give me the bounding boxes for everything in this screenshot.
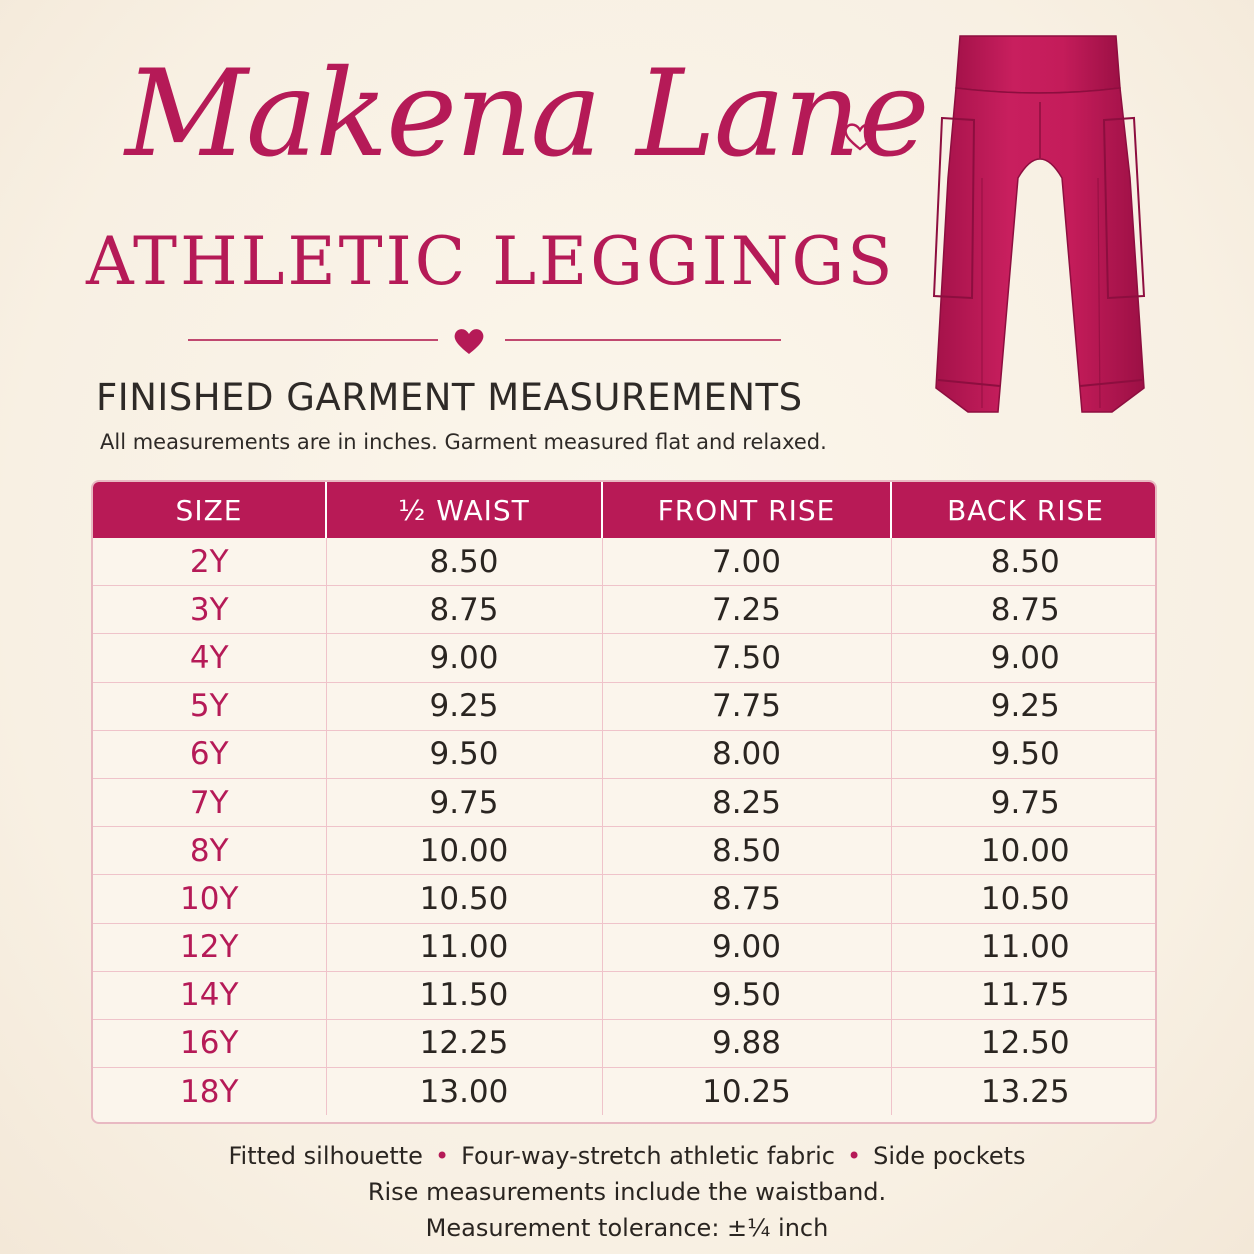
table-row (93, 586, 1157, 634)
table-row (93, 538, 1157, 586)
divider-line-left (188, 339, 438, 341)
feature-fitted-silhouette: Fitted silhouette (228, 1142, 423, 1170)
back-rise-cell: 8.75 (891, 586, 1157, 634)
front-rise-cell: 7.50 (602, 634, 891, 682)
table-row (93, 1019, 1157, 1067)
heart-outline-icon (842, 122, 878, 152)
back-rise-cell: 13.25 (891, 1068, 1157, 1116)
feature-side-pockets: Side pockets (873, 1142, 1026, 1170)
waist-cell: 13.00 (326, 1068, 602, 1116)
front-rise-cell: 9.88 (602, 1019, 891, 1067)
heart-icon (452, 326, 486, 356)
front-rise-cell: 8.75 (602, 875, 891, 923)
column-header-size: SIZE (93, 482, 326, 538)
feature-stretch-fabric: Four-way-stretch athletic fabric (461, 1142, 835, 1170)
front-rise-cell: 8.25 (602, 778, 891, 826)
table-row (93, 1068, 1157, 1116)
back-rise-cell: 9.50 (891, 730, 1157, 778)
waist-cell: 8.75 (326, 586, 602, 634)
table-row (93, 634, 1157, 682)
feature-list (0, 1139, 1254, 1173)
table-row (93, 971, 1157, 1019)
divider-line-right (505, 339, 781, 341)
size-cell: 12Y (93, 923, 326, 971)
waist-cell: 11.50 (326, 971, 602, 1019)
tolerance-note: Measurement tolerance: ±¼ inch (425, 1214, 829, 1242)
waist-cell: 10.00 (326, 827, 602, 875)
measurements-table (91, 480, 1157, 1124)
size-cell: 14Y (93, 971, 326, 1019)
waist-cell: 8.50 (326, 538, 602, 586)
size-cell: 4Y (93, 634, 326, 682)
product-title: ATHLETIC LEGGINGS (86, 223, 896, 300)
back-rise-cell: 9.00 (891, 634, 1157, 682)
back-rise-cell: 11.00 (891, 923, 1157, 971)
table-row (93, 778, 1157, 826)
back-rise-cell: 9.25 (891, 682, 1157, 730)
size-cell: 10Y (93, 875, 326, 923)
back-rise-cell: 10.00 (891, 827, 1157, 875)
waist-cell: 9.50 (326, 730, 602, 778)
brand-logo: Makena Lane (125, 45, 928, 184)
waist-cell: 12.25 (326, 1019, 602, 1067)
column-header-half-waist: ½ WAIST (326, 482, 602, 538)
table-row (93, 875, 1157, 923)
size-cell: 5Y (93, 682, 326, 730)
size-cell: 16Y (93, 1019, 326, 1067)
front-rise-cell: 9.50 (602, 971, 891, 1019)
size-cell: 2Y (189, 543, 229, 580)
table-header-row (93, 482, 1157, 538)
front-rise-cell: 7.25 (602, 586, 891, 634)
waist-cell: 11.00 (326, 923, 602, 971)
back-rise-cell: 10.50 (891, 875, 1157, 923)
rise-note: Rise measurements include the waistband. (367, 1178, 887, 1206)
size-cell: 7Y (93, 778, 326, 826)
front-rise-cell: 7.00 (602, 538, 891, 586)
size-cell: 18Y (93, 1068, 326, 1116)
waist-cell: 9.75 (326, 778, 602, 826)
waist-cell: 9.25 (326, 682, 602, 730)
size-cell: 6Y (93, 730, 326, 778)
bullet-separator: • (846, 1142, 862, 1170)
back-rise-cell: 9.75 (891, 778, 1157, 826)
back-rise-cell: 12.50 (891, 1019, 1157, 1067)
table-row (93, 682, 1157, 730)
size-cell: 8Y (93, 827, 326, 875)
back-rise-cell: 8.50 (891, 538, 1157, 586)
leggings-illustration (912, 28, 1170, 420)
column-header-back-rise: BACK RISE (891, 482, 1157, 538)
size-cell: 3Y (93, 586, 326, 634)
section-subheading: All measurements are in inches. Garment measured flat and relaxed. (100, 430, 827, 454)
front-rise-cell: 8.50 (602, 827, 891, 875)
front-rise-cell: 7.75 (602, 682, 891, 730)
section-heading: FINISHED GARMENT MEASUREMENTS (96, 376, 803, 419)
back-rise-cell: 11.75 (891, 971, 1157, 1019)
waist-cell: 9.00 (326, 634, 602, 682)
table-row (93, 923, 1157, 971)
bullet-separator: • (434, 1142, 450, 1170)
table-row (93, 827, 1157, 875)
front-rise-cell: 8.00 (602, 730, 891, 778)
front-rise-cell: 10.25 (602, 1068, 891, 1116)
column-header-front-rise: FRONT RISE (602, 482, 891, 538)
waist-cell: 10.50 (326, 875, 602, 923)
table-row (93, 730, 1157, 778)
front-rise-cell: 9.00 (602, 923, 891, 971)
